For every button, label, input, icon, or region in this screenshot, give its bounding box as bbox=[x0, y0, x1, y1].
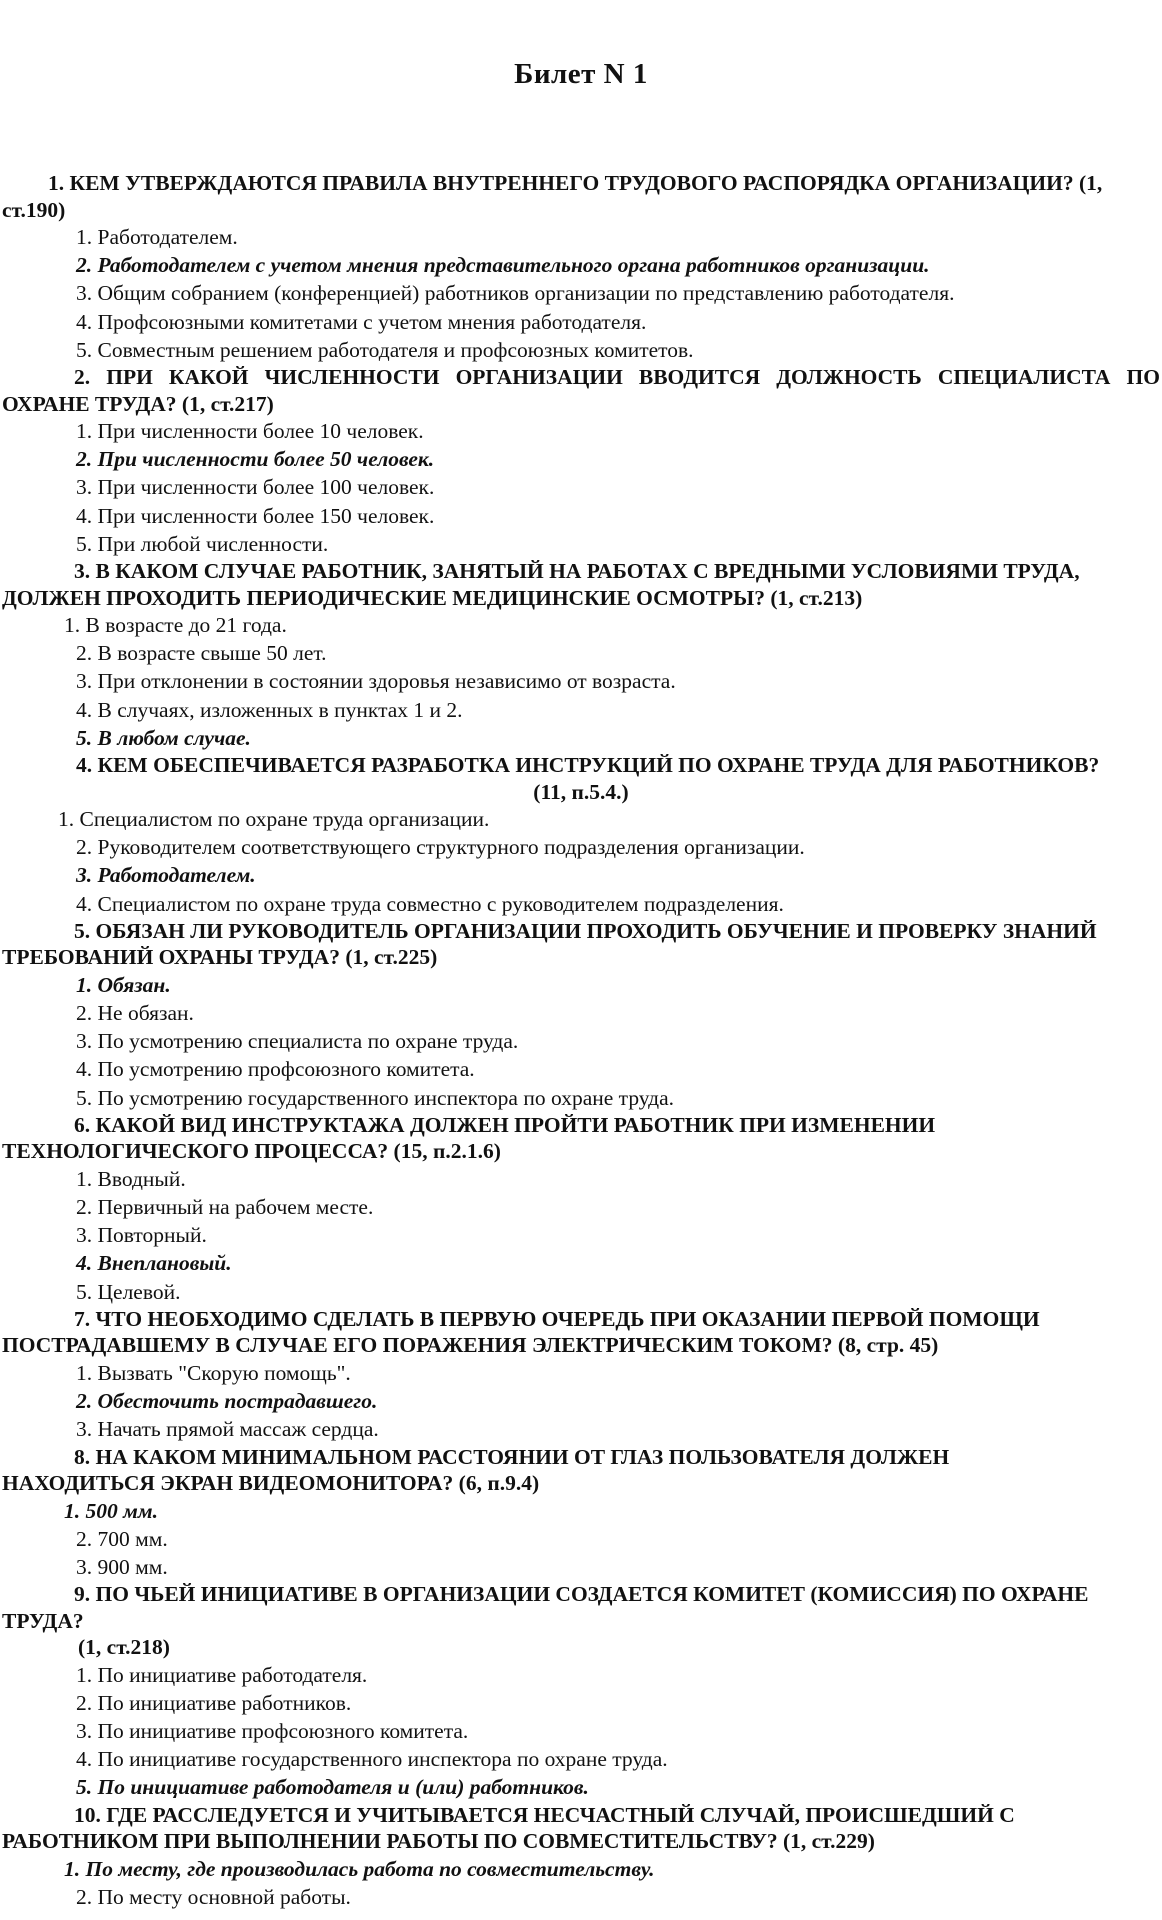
answer: 3. При отклонении в состоянии здоровья независимо от возраста. bbox=[76, 669, 676, 694]
question-6 bbox=[2, 1112, 1160, 1165]
question-text: 2. ПРИ КАКОЙ ЧИСЛЕННОСТИ ОРГАНИЗАЦИИ ВВОДИТСЯ ДОЛЖНОСТЬ СПЕЦИАЛИСТА ПО ОХРАНЕ ТРУДА? (1, ст.217) bbox=[2, 365, 1160, 416]
question-reference: (1, ст.218) bbox=[78, 1635, 170, 1660]
answer: 1. В возрасте до 21 года. bbox=[64, 613, 287, 638]
answer: 1. По инициативе работодателя. bbox=[76, 1662, 368, 1687]
question-5 bbox=[2, 918, 1160, 971]
question-text: 8. НА КАКОМ МИНИМАЛЬНОМ РАССТОЯНИИ ОТ ГЛАЗ ПОЛЬЗОВАТЕЛЯ ДОЛЖЕН НАХОДИТЬСЯ ЭКРАН ВИДЕОМОНИТОРА? (6, п.9.4) bbox=[2, 1444, 950, 1495]
question-reference: (11, п.5.4.) bbox=[533, 779, 629, 804]
question-7 bbox=[2, 1306, 1160, 1359]
answer: 1. Работодателем. bbox=[76, 225, 238, 249]
answer: 5. При любой численности. bbox=[76, 531, 329, 556]
answer: 2. Первичный на рабочем месте. bbox=[76, 1195, 374, 1220]
question-1 bbox=[2, 170, 1160, 223]
answer: 3. Начать прямой массаж сердца. bbox=[76, 1417, 379, 1442]
answer: 3. 900 мм. bbox=[76, 1554, 168, 1579]
answer: 2. По инициативе работников. bbox=[76, 1690, 352, 1715]
question-text: 1. КЕМ УТВЕРЖДАЮТСЯ ПРАВИЛА ВНУТРЕННЕГО ТРУДОВОГО РАСПОРЯДКА ОРГАНИЗАЦИИ? (1, ст.190) bbox=[2, 171, 1103, 222]
answer: 2. Не обязан. bbox=[76, 1001, 194, 1026]
answer: 1. При численности более 10 человек. bbox=[76, 419, 424, 444]
answer: 1. Специалистом по охране труда организации. bbox=[58, 807, 490, 832]
answer: 2. 700 мм. bbox=[76, 1526, 168, 1551]
question-text: 5. ОБЯЗАН ЛИ РУКОВОДИТЕЛЬ ОРГАНИЗАЦИИ ПРОХОДИТЬ ОБУЧЕНИЕ И ПРОВЕРКУ ЗНАНИЙ ТРЕБОВАНИЙ ОХРАНЫ ТРУДА? (1, ст.225) bbox=[2, 918, 1097, 970]
answer: 2. По месту основной работы. bbox=[76, 1884, 351, 1909]
question-3 bbox=[2, 558, 1160, 611]
question-text: 4. КЕМ ОБЕСПЕЧИВАЕТСЯ РАЗРАБОТКА ИНСТРУКЦИЙ ПО ОХРАНЕ ТРУДА ДЛЯ РАБОТНИКОВ? bbox=[76, 753, 1100, 778]
question-text: 3. В КАКОМ СЛУЧАЕ РАБОТНИК, ЗАНЯТЫЙ НА РАБОТАХ С ВРЕДНЫМИ УСЛОВИЯМИ ТРУДА, ДОЛЖЕН ПРОХОДИТЬ ПЕРИОДИЧЕСКИЕ МЕДИЦИНСКИЕ ОСМОТРЫ? (1, ст.213) bbox=[2, 559, 1080, 610]
answer: 4. Профсоюзными комитетами с учетом мнения работодателя. bbox=[76, 309, 647, 334]
question-9 bbox=[2, 1581, 1160, 1634]
correct-answer: 2. При численности более 50 человек. bbox=[76, 447, 435, 472]
ticket-body bbox=[2, 170, 1160, 1911]
answer: 3. По усмотрению специалиста по охране труда. bbox=[76, 1029, 519, 1054]
answer: 4. По инициативе государственного инспектора по охране труда. bbox=[76, 1747, 668, 1772]
correct-answer: 2. Работодателем с учетом мнения представительного органа работников организации. bbox=[76, 253, 930, 278]
correct-answer: 3. Работодателем. bbox=[76, 863, 256, 888]
answer: 5. Целевой. bbox=[76, 1279, 181, 1304]
answer: 4. Специалистом по охране труда совместно с руководителем подразделения. bbox=[76, 891, 784, 916]
answer: 3. Повторный. bbox=[76, 1223, 207, 1248]
question-text: 9. ПО ЧЬЕЙ ИНИЦИАТИВЕ В ОРГАНИЗАЦИИ СОЗДАЕТСЯ КОМИТЕТ (КОМИССИЯ) ПО ОХРАНЕ ТРУДА? bbox=[2, 1582, 1089, 1633]
question-text: 6. КАКОЙ ВИД ИНСТРУКТАЖА ДОЛЖЕН ПРОЙТИ РАБОТНИК ПРИ ИЗМЕНЕНИИ ТЕХНОЛОГИЧЕСКОГО ПРОЦЕССА? (15, п.2.1.6) bbox=[2, 1112, 936, 1164]
answer: 3. По инициативе профсоюзного комитета. bbox=[76, 1719, 469, 1744]
correct-answer: 1. Обязан. bbox=[76, 972, 171, 997]
answer: 4. По усмотрению профсоюзного комитета. bbox=[76, 1057, 475, 1082]
correct-answer: 4. Внеплановый. bbox=[76, 1251, 232, 1276]
answer: 3. При численности более 100 человек. bbox=[76, 475, 435, 500]
answer: 2. Руководителем соответствующего структурного подразделения организации. bbox=[76, 835, 805, 860]
question-10 bbox=[2, 1802, 1160, 1855]
answer: 2. В возрасте свыше 50 лет. bbox=[76, 641, 327, 666]
answer: 5. Совместным решением работодателя и профсоюзных комитетов. bbox=[76, 337, 694, 362]
correct-answer: 5. По инициативе работодателя и (или) работников. bbox=[76, 1775, 589, 1800]
answer: 3. Общим собранием (конференцией) работников организации по представлению работодателя. bbox=[76, 281, 955, 306]
question-4 bbox=[2, 752, 1160, 779]
answer: 1. Вызвать "Скорую помощь". bbox=[76, 1360, 351, 1385]
correct-answer: 1. 500 мм. bbox=[64, 1498, 158, 1523]
answer: 1. Вводный. bbox=[76, 1166, 186, 1191]
answer: 4. В случаях, изложенных в пунктах 1 и 2. bbox=[76, 697, 463, 722]
answer: 4. При численности более 150 человек. bbox=[76, 503, 435, 528]
correct-answer: 5. В любом случае. bbox=[76, 725, 251, 750]
correct-answer: 2. Обесточить пострадавшего. bbox=[76, 1389, 378, 1414]
answer: 5. По усмотрению государственного инспектора по охране труда. bbox=[76, 1085, 675, 1110]
ticket-title: Билет N 1 bbox=[514, 58, 648, 90]
question-8 bbox=[2, 1444, 1160, 1497]
question-2 bbox=[2, 364, 1160, 417]
question-text: 10. ГДЕ РАССЛЕДУЕТСЯ И УЧИТЫВАЕТСЯ НЕСЧАСТНЫЙ СЛУЧАЙ, ПРОИСШЕДШИЙ С РАБОТНИКОМ ПРИ ВЫПОЛНЕНИИ РАБОТЫ ПО СОВМЕСТИТЕЛЬСТВУ? (1, ст.229) bbox=[2, 1802, 1015, 1854]
question-text: 7. ЧТО НЕОБХОДИМО СДЕЛАТЬ В ПЕРВУЮ ОЧЕРЕДЬ ПРИ ОКАЗАНИИ ПЕРВОЙ ПОМОЩИ ПОСТРАДАВШЕМУ В СЛУЧАЕ ЕГО ПОРАЖЕНИЯ ЭЛЕКТРИЧЕСКИМ ТОКОМ? (8, стр. 45) bbox=[2, 1306, 1040, 1358]
correct-answer: 1. По месту, где производилась работа по совместительству. bbox=[64, 1856, 655, 1881]
